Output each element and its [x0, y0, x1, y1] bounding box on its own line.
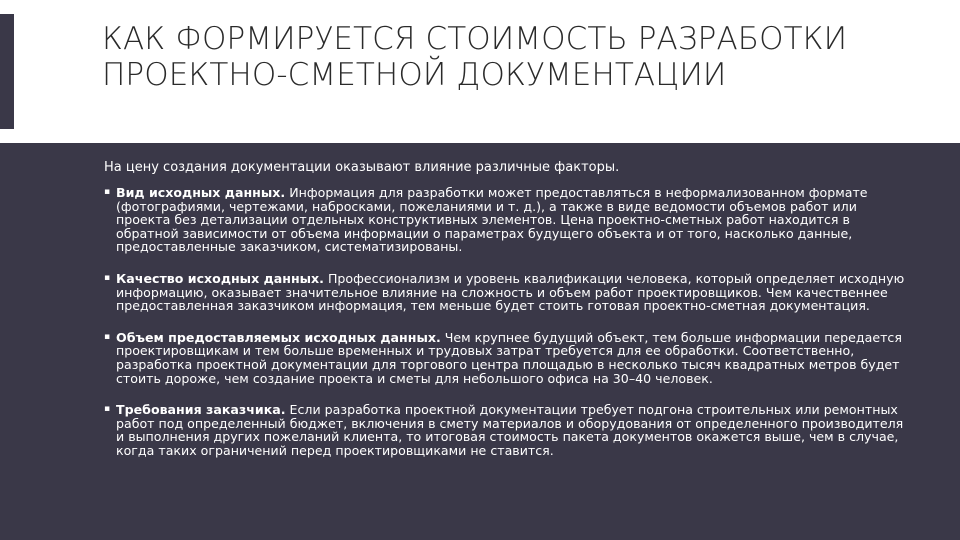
slide-title: КАК ФОРМИРУЕТСЯ СТОИМОСТЬ РАЗРАБОТКИ ПРОЕКТНО-СМЕТНОЙ ДОКУМЕНТАЦИИ — [102, 21, 848, 93]
factor-list — [104, 186, 909, 476]
bullet-square-icon: ▪ — [104, 187, 111, 197]
bullet-square-icon: ▪ — [104, 331, 111, 342]
list-item — [104, 331, 909, 385]
bullet-square-icon: ▪ — [104, 272, 111, 283]
bullet-square-icon: ▪ — [104, 404, 111, 415]
bullet-term: Требования заказчика. — [116, 402, 286, 418]
list-item — [104, 403, 909, 457]
intro-text: На цену создания документации оказывают влияние различные факторы. — [104, 160, 620, 175]
bullet-term: Вид исходных данных. — [116, 185, 286, 200]
bullet-term: Объем предоставляемых исходных данных. — [116, 329, 441, 345]
bullet-text: Чем крупнее будущий объект, тем больше информации передается проектировщикам и тем больше временных и трудовых затрат требуется для ее обработки. Соответственно, разработка проектной документации для торгового центра площадью в несколько тысяч квадратных метров будет стоить дороже, чем создание проекта и сметы для небольшого офиса на 30–40 человек. — [116, 329, 902, 386]
title-band — [0, 0, 960, 143]
bullet-term: Качество исходных данных. — [116, 270, 324, 286]
bullet-text: Если разработка проектной документации требует подгона строительных или ремонтных работ под определенный бюджет, включения в смету материалов и оборудования от определенного производителя и выполнения других пожеланий клиента, то итоговая стоимость пакета документов окажется выше, чем в случае, когда таких ограничений перед проектировщиками не ставится. — [116, 402, 904, 458]
bullet-text: Информация для разработки может предоставляться в неформализованном формате (фотографиями, чертежами, набросками, пожеланиями и т. д.), а также в виде ведомости объемов работ или проекта без детализации отдельных конструктивных элементов. Цена проектно-сметных работ находится в обратной зависимости от объема информации о параметрах будущего объекта и от того, насколько данные, предоставленные заказчиком, систематизированы. — [116, 185, 868, 255]
list-item — [104, 272, 909, 313]
bullet-text: Профессионализм и уровень квалификации человека, который определяет исходную информацию, оказывает значительное влияние на сложность и объем работ проектировщиков. Чем качественнее предоставленная заказчиком информация, тем меньше будет стоить готовая проектно-сметная документация. — [116, 270, 905, 314]
list-item — [104, 186, 909, 254]
